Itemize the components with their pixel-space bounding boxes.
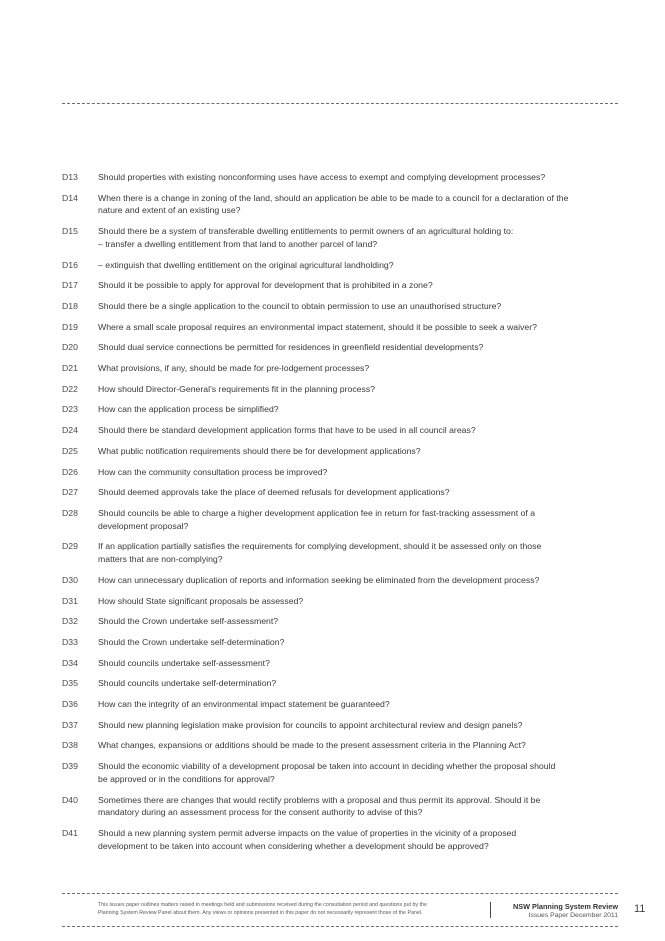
question-number: D35 bbox=[62, 678, 78, 689]
question-text-line: How should State significant proposals be assessed? bbox=[98, 595, 304, 606]
question-number: D32 bbox=[62, 616, 78, 627]
question-text bbox=[98, 403, 622, 416]
question-number: D15 bbox=[62, 226, 78, 237]
question-number: D34 bbox=[62, 657, 78, 668]
question-text bbox=[98, 636, 622, 649]
question-item bbox=[62, 507, 622, 533]
question-text bbox=[98, 424, 622, 437]
question-item bbox=[62, 595, 622, 608]
question-text-line: How can the integrity of an environmental impact statement be guaranteed? bbox=[98, 699, 390, 709]
question-text-line: Should councils be able to charge a higher development application fee in return for fast-tracking assessment of a bbox=[98, 507, 536, 518]
question-item bbox=[62, 300, 622, 313]
question-number: D29 bbox=[62, 541, 78, 552]
question-text-line: Sometimes there are changes that would rectify problems with a proposal and thus permit its approval. Should it be bbox=[98, 794, 541, 805]
question-text-line: What changes, expansions or additions should be made to the present assessment criteria in the Planning Act? bbox=[98, 740, 526, 751]
question-text-line: Should the Crown undertake self-determination? bbox=[98, 636, 285, 647]
question-item bbox=[62, 383, 622, 396]
question-text-line: nature and extent of an existing use? bbox=[98, 205, 241, 216]
question-text-line: – transfer a dwelling entitlement from that land to another parcel of land? bbox=[98, 238, 378, 249]
question-text bbox=[98, 259, 622, 272]
question-text-line: be approved or in the conditions for approval? bbox=[98, 773, 275, 784]
page-number: 11 bbox=[634, 903, 646, 915]
question-text-line: How can unnecessary duplication of reports and information seeking be eliminated from the development process? bbox=[98, 574, 540, 585]
question-item bbox=[62, 259, 622, 272]
question-item bbox=[62, 739, 622, 752]
question-text-line: Should a new planning system permit adverse impacts on the value of properties in the vicinity of a proposed bbox=[98, 828, 517, 839]
question-text bbox=[98, 574, 622, 587]
question-number: D40 bbox=[62, 794, 78, 805]
footer-disclaimer-line: Planning System Review Panel about them. Any views or opinions presented in this paper do not necessarily represent those of the Panel. bbox=[98, 909, 423, 916]
question-item bbox=[62, 466, 622, 479]
question-text-line: Should councils undertake self-assessment? bbox=[98, 657, 270, 668]
question-text bbox=[98, 540, 622, 566]
footer-divider bbox=[490, 902, 491, 918]
question-item bbox=[62, 424, 622, 437]
question-number: D31 bbox=[62, 595, 78, 606]
question-item bbox=[62, 794, 622, 820]
question-item bbox=[62, 403, 622, 416]
question-number: D33 bbox=[62, 636, 78, 647]
question-text bbox=[98, 794, 622, 820]
question-item bbox=[62, 760, 622, 786]
question-number: D30 bbox=[62, 574, 78, 585]
question-number: D27 bbox=[62, 487, 78, 498]
question-text-line: Should new planning legislation make provision for councils to appoint architectural review and design panels? bbox=[98, 719, 523, 730]
question-item bbox=[62, 171, 622, 184]
question-number: D14 bbox=[62, 192, 78, 203]
question-text bbox=[98, 595, 622, 608]
question-text-line: How should Director-General’s requirements fit in the planning process? bbox=[98, 383, 376, 394]
question-number: D24 bbox=[62, 425, 78, 436]
question-number: D22 bbox=[62, 383, 78, 394]
question-text bbox=[98, 225, 622, 251]
question-number: D25 bbox=[62, 445, 78, 456]
question-text-line: What public notification requirements should there be for development applications? bbox=[98, 445, 421, 456]
question-text bbox=[98, 321, 622, 334]
question-number: D23 bbox=[62, 404, 78, 415]
question-item bbox=[62, 486, 622, 499]
question-text-line: If an application partially satisfies the requirements for complying development, should it be assessed only on those bbox=[98, 541, 542, 552]
question-text-line: Should there be a single application to the council to obtain permission to use an unauthorised structure? bbox=[98, 301, 502, 312]
question-text bbox=[98, 615, 622, 628]
question-text bbox=[98, 827, 622, 853]
question-item bbox=[62, 362, 622, 375]
question-text-line: When there is a change in zoning of the land, should an application be able to be made to a council for a declaration of the bbox=[98, 192, 569, 203]
question-text-line: development to be taken into account when considering whether a development should be approved? bbox=[98, 840, 489, 851]
question-number: D13 bbox=[62, 172, 78, 182]
question-text-line: matters that are non-complying? bbox=[98, 554, 223, 565]
question-text-line: mandatory during an assessment process for the consent authority to advise of this? bbox=[98, 807, 423, 818]
question-number: D37 bbox=[62, 719, 78, 730]
footer-disclaimer-line: This issues paper outlines matters raised in meetings held and submissions received during the consultation period and questions put by the bbox=[98, 902, 427, 908]
question-text-line: How can the application process be simplified? bbox=[98, 404, 279, 415]
question-text bbox=[98, 279, 622, 292]
question-item bbox=[62, 540, 622, 566]
question-number: D28 bbox=[62, 507, 78, 518]
question-number: D26 bbox=[62, 466, 78, 477]
question-text bbox=[98, 341, 622, 354]
question-text bbox=[98, 739, 622, 752]
question-text bbox=[98, 466, 622, 479]
question-item bbox=[62, 719, 622, 732]
question-item bbox=[62, 574, 622, 587]
question-item bbox=[62, 698, 622, 711]
question-number: D17 bbox=[62, 280, 78, 291]
question-item bbox=[62, 341, 622, 354]
question-number: D16 bbox=[62, 259, 78, 270]
question-text-line: Should the economic viability of a development proposal be taken into account in deciding whether the proposal should bbox=[98, 761, 556, 772]
footer-disclaimer bbox=[98, 902, 483, 918]
top-dashed-rule bbox=[62, 103, 618, 104]
question-text-line: Should deemed approvals take the place of deemed refusals for development applications? bbox=[98, 487, 450, 498]
question-text-line: Should councils undertake self-determination? bbox=[98, 678, 277, 689]
question-text-line: Where a small scale proposal requires an environmental impact statement, should it be possible to seek a waiver? bbox=[98, 321, 537, 332]
question-text-line: What provisions, if any, should be made for pre-lodgement processes? bbox=[98, 363, 370, 374]
question-item bbox=[62, 827, 622, 853]
question-text bbox=[98, 171, 622, 184]
question-number: D38 bbox=[62, 740, 78, 751]
question-text-line: Should there be a system of transferable dwelling entitlements to permit owners of an agricultural holding to: bbox=[98, 226, 514, 237]
question-item bbox=[62, 192, 622, 218]
question-text-line: Should it be possible to apply for approval for development that is prohibited in a zone? bbox=[98, 280, 433, 291]
question-number: D36 bbox=[62, 699, 78, 709]
question-text-line: Should there be standard development application forms that have to be used in all council areas? bbox=[98, 425, 476, 436]
question-text-line: Should the Crown undertake self-assessment? bbox=[98, 616, 279, 627]
question-text-line: How can the community consultation process be improved? bbox=[98, 466, 328, 477]
footer-brand-subtitle: Issues Paper December 2011 bbox=[528, 912, 618, 919]
question-text bbox=[98, 445, 622, 458]
question-text bbox=[98, 507, 622, 533]
question-item bbox=[62, 657, 622, 670]
question-item bbox=[62, 636, 622, 649]
question-text bbox=[98, 486, 622, 499]
question-text-line: Should dual service connections be permitted for residences in greenfield residential developments? bbox=[98, 342, 484, 353]
footer-brand-title: NSW Planning System Review bbox=[512, 902, 618, 911]
question-text-line: – extinguish that dwelling entitlement on the original agricultural landholding? bbox=[98, 259, 394, 270]
question-text-line: Should properties with existing nonconforming uses have access to exempt and complying development processes? bbox=[98, 172, 546, 182]
question-text bbox=[98, 760, 622, 786]
question-number: D18 bbox=[62, 301, 78, 312]
question-text bbox=[98, 698, 622, 711]
question-text bbox=[98, 362, 622, 375]
question-number: D20 bbox=[62, 342, 78, 353]
question-text bbox=[98, 383, 622, 396]
question-number: D19 bbox=[62, 321, 78, 332]
question-text bbox=[98, 719, 622, 732]
footer-bottom-dashed-rule bbox=[62, 926, 618, 927]
question-text bbox=[98, 192, 622, 218]
question-number: D41 bbox=[62, 828, 78, 839]
question-item bbox=[62, 321, 622, 334]
footer-brand bbox=[494, 902, 618, 920]
question-item bbox=[62, 677, 622, 690]
question-number: D39 bbox=[62, 761, 78, 772]
question-list bbox=[62, 171, 622, 861]
question-text bbox=[98, 677, 622, 690]
question-text bbox=[98, 300, 622, 313]
question-item bbox=[62, 225, 622, 251]
question-item bbox=[62, 445, 622, 458]
question-text-line: development proposal? bbox=[98, 520, 189, 531]
question-item bbox=[62, 615, 622, 628]
question-text bbox=[98, 657, 622, 670]
question-item bbox=[62, 279, 622, 292]
question-number: D21 bbox=[62, 363, 78, 374]
footer-top-dashed-rule bbox=[62, 893, 618, 894]
